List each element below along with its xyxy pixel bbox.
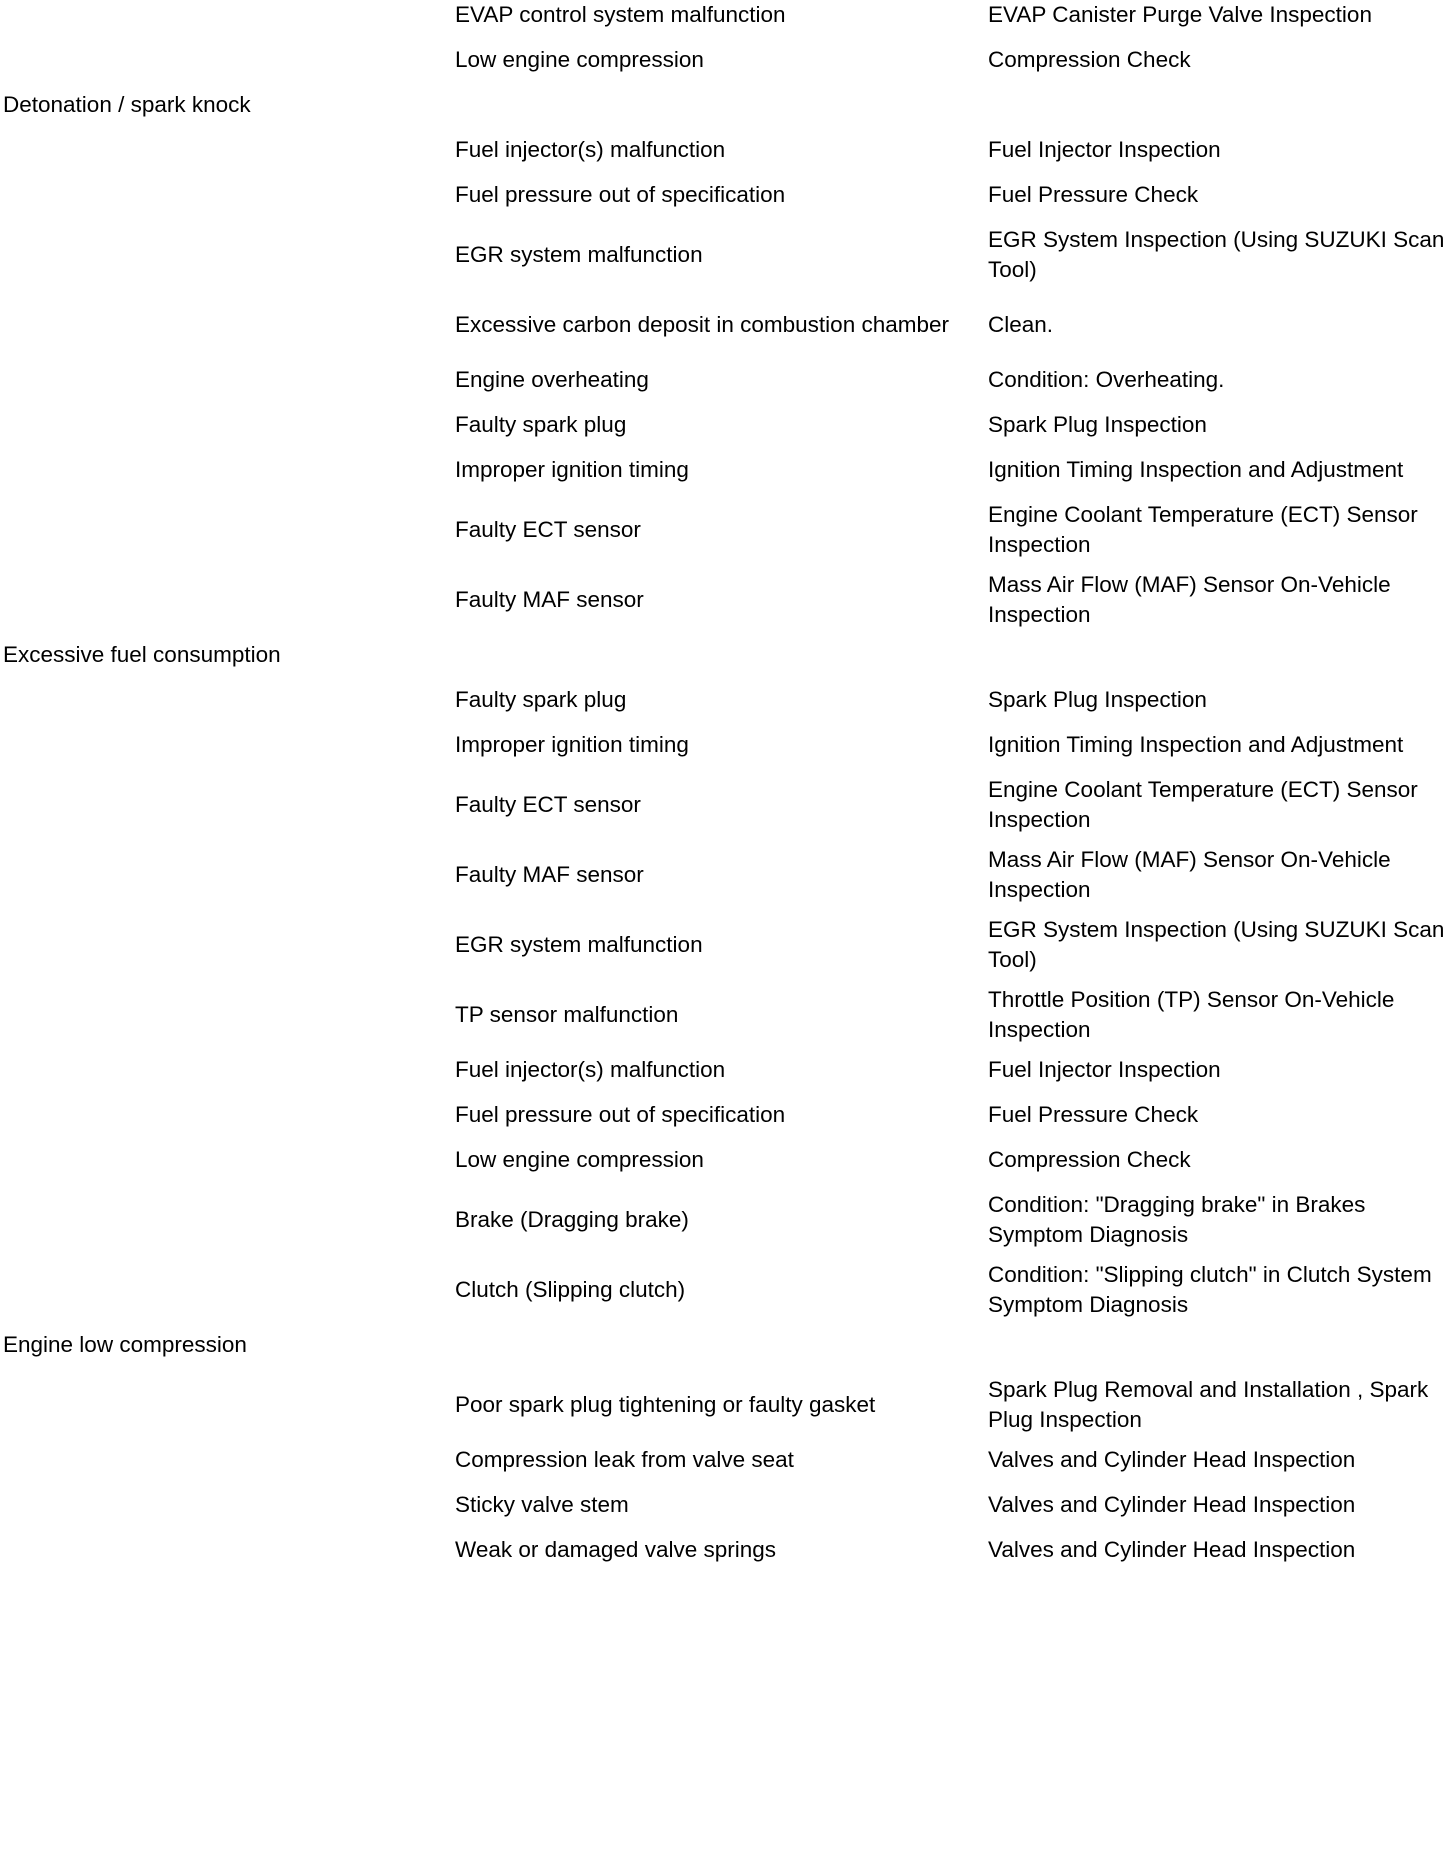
- correction-reference: Valves and Cylinder Head Inspection: [988, 1447, 1356, 1472]
- possible-cause: Fuel pressure out of specification: [455, 182, 786, 207]
- table-row: [0, 135, 1456, 165]
- table-row: [0, 410, 1456, 440]
- table-row: [0, 365, 1456, 395]
- correction-reference: EGR System Inspection (Using SUZUKI Scan Tool): [988, 227, 1445, 282]
- correction-reference: Valves and Cylinder Head Inspection: [988, 1492, 1356, 1517]
- table-row: [0, 845, 1456, 905]
- correction-reference: Throttle Position (TP) Sensor On-Vehicle Inspection: [988, 987, 1395, 1042]
- correction-reference: Engine Coolant Temperature (ECT) Sensor Inspection: [988, 502, 1418, 557]
- condition-row: [0, 1330, 1456, 1360]
- correction-reference: Condition: Overheating.: [988, 367, 1225, 392]
- table-row: [0, 1490, 1456, 1520]
- possible-cause: Faulty ECT sensor: [455, 792, 641, 817]
- table-row: [0, 730, 1456, 760]
- correction-reference: EVAP Canister Purge Valve Inspection: [988, 2, 1372, 27]
- possible-cause: Brake (Dragging brake): [455, 1207, 689, 1232]
- table-row: [0, 1445, 1456, 1475]
- correction-reference: Engine Coolant Temperature (ECT) Sensor Inspection: [988, 777, 1418, 832]
- condition-heading: Excessive fuel consumption: [3, 642, 281, 667]
- correction-reference: Mass Air Flow (MAF) Sensor On-Vehicle Inspection: [988, 572, 1391, 627]
- table-row: [0, 1100, 1456, 1130]
- possible-cause: Faulty spark plug: [455, 412, 627, 437]
- table-row: [0, 570, 1456, 630]
- correction-reference: Fuel Pressure Check: [988, 182, 1199, 207]
- condition-heading: Detonation / spark knock: [3, 92, 251, 117]
- table-row: [0, 915, 1456, 975]
- correction-reference: Compression Check: [988, 1147, 1191, 1172]
- table-row: [0, 775, 1456, 835]
- possible-cause: Fuel injector(s) malfunction: [455, 137, 726, 162]
- correction-reference: Fuel Injector Inspection: [988, 1057, 1221, 1082]
- correction-reference: Ignition Timing Inspection and Adjustment: [988, 457, 1404, 482]
- table-row: [0, 1145, 1456, 1175]
- correction-reference: Valves and Cylinder Head Inspection: [988, 1537, 1356, 1562]
- table-row: [0, 1535, 1456, 1565]
- correction-reference: Fuel Pressure Check: [988, 1102, 1199, 1127]
- possible-cause: Clutch (Slipping clutch): [455, 1277, 686, 1302]
- possible-cause: Faulty MAF sensor: [455, 862, 644, 887]
- condition-row: [0, 640, 1456, 670]
- possible-cause: Sticky valve stem: [455, 1492, 629, 1517]
- table-row: [0, 685, 1456, 715]
- possible-cause: Engine overheating: [455, 367, 649, 392]
- possible-cause: Poor spark plug tightening or faulty gasket: [455, 1392, 876, 1417]
- table-row: [0, 0, 1456, 30]
- possible-cause: EGR system malfunction: [455, 932, 703, 957]
- possible-cause: EVAP control system malfunction: [455, 2, 786, 27]
- possible-cause: Improper ignition timing: [455, 457, 689, 482]
- correction-reference: Spark Plug Removal and Installation , Spark Plug Inspection: [988, 1377, 1429, 1432]
- possible-cause: Faulty MAF sensor: [455, 587, 644, 612]
- condition-heading: Engine low compression: [3, 1332, 247, 1357]
- table-row: [0, 1375, 1456, 1435]
- correction-reference: Clean.: [988, 312, 1054, 337]
- table-row: [0, 225, 1456, 285]
- correction-reference: Compression Check: [988, 47, 1191, 72]
- correction-reference: EGR System Inspection (Using SUZUKI Scan Tool): [988, 917, 1445, 972]
- possible-cause: Faulty ECT sensor: [455, 517, 641, 542]
- possible-cause: Faulty spark plug: [455, 687, 627, 712]
- possible-cause: Improper ignition timing: [455, 732, 689, 757]
- table-row: [0, 500, 1456, 560]
- correction-reference: Spark Plug Inspection: [988, 687, 1207, 712]
- table-row: [0, 985, 1456, 1045]
- table-row: [0, 45, 1456, 75]
- correction-reference: Ignition Timing Inspection and Adjustment: [988, 732, 1404, 757]
- table-row: [0, 455, 1456, 485]
- possible-cause: Weak or damaged valve springs: [455, 1537, 776, 1562]
- table-row: [0, 1190, 1456, 1250]
- possible-cause: Fuel injector(s) malfunction: [455, 1057, 726, 1082]
- table-row: [0, 180, 1456, 210]
- table-row: [0, 1260, 1456, 1320]
- correction-reference: Fuel Injector Inspection: [988, 137, 1221, 162]
- table-row: [0, 295, 1456, 355]
- possible-cause: Fuel pressure out of specification: [455, 1102, 786, 1127]
- correction-reference: Condition: "Slipping clutch" in Clutch System Symptom Diagnosis: [988, 1262, 1432, 1317]
- possible-cause: EGR system malfunction: [455, 242, 703, 267]
- possible-cause: Excessive carbon deposit in combustion chamber: [455, 312, 950, 337]
- correction-reference: Spark Plug Inspection: [988, 412, 1207, 437]
- table-row: [0, 1055, 1456, 1085]
- possible-cause: Low engine compression: [455, 1147, 704, 1172]
- correction-reference: Mass Air Flow (MAF) Sensor On-Vehicle Inspection: [988, 847, 1391, 902]
- correction-reference: Condition: "Dragging brake" in Brakes Symptom Diagnosis: [988, 1192, 1366, 1247]
- condition-row: [0, 90, 1456, 120]
- possible-cause: Compression leak from valve seat: [455, 1447, 794, 1472]
- possible-cause: Low engine compression: [455, 47, 704, 72]
- possible-cause: TP sensor malfunction: [455, 1002, 679, 1027]
